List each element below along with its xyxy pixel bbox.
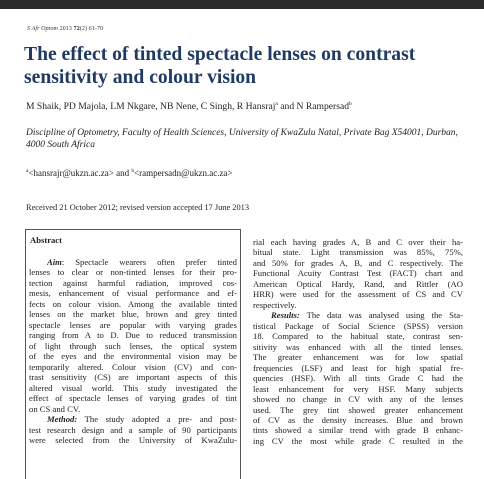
- emails-and: and: [113, 168, 132, 178]
- text-line: respectively.: [253, 299, 297, 310]
- text-line: spectacle lenses are popular with varying grades: [29, 319, 237, 330]
- text-line: rial each having grades A, B and C over their ha-: [253, 237, 463, 247]
- text-line: of CV as the density increases. Blue and brown: [253, 414, 463, 425]
- journal-pages: (2) 61-70: [79, 26, 104, 32]
- author-sup-b: b: [349, 101, 352, 107]
- text-line: used. The grey tint showed greater enhancement: [253, 404, 463, 415]
- text-line: effect of spectacle lenses of varying grades of tint: [29, 393, 237, 404]
- method-first-text: The study adopted a pre- and post-: [77, 414, 237, 425]
- text-line: on CS and CV.: [29, 403, 81, 414]
- text-line: ing CV the most while grade C resulted in the: [253, 435, 463, 446]
- affiliation: Discipline of Optometry, Faculty of Health Sciences, University of KwaZulu Natal, Private Bag X54001, Durban, 4000 South Africa: [26, 128, 458, 151]
- text-line: Functional Acuity Contrast Test (FACT) chart and: [253, 268, 463, 279]
- text-line: ranging from A to D. Due to reduced transmission: [29, 330, 237, 341]
- aim-first-line: [29, 257, 237, 267]
- aim-label: Aim: [47, 257, 62, 267]
- text-line: test research design and a sample of 90 participants: [29, 424, 237, 435]
- email-a-link[interactable]: <hansrajr@ukzn.ac.za>: [28, 168, 114, 178]
- text-line: tistical Package of Social Science (SPSS) version: [253, 320, 463, 331]
- method-first-line: [29, 414, 237, 424]
- text-line: trast sensitivity (CS) are important aspects of this: [29, 372, 237, 383]
- authors-and: and N Rampersad: [277, 101, 350, 112]
- journal-volume: 72: [73, 26, 80, 32]
- text-line: altered visual world. This study investigated the: [29, 382, 237, 393]
- text-line: fects on colour vision. Among the available tinted: [29, 298, 237, 309]
- text-line: mesis, enhancement of visual performance and ef-: [29, 288, 237, 299]
- results-first-text: The data was analysed using the Sta-: [299, 310, 463, 321]
- authors-main: M Shaik, PD Majola, LM Nkgare, NB Nene, C Singh, R Hansraj: [26, 101, 276, 112]
- journal-citation: [27, 26, 103, 32]
- text-line: tection against harmful radiation, improved cos-: [29, 277, 237, 288]
- text-line: HRR) were used for the assessment of CS and CV: [253, 289, 463, 300]
- author-list: [26, 101, 352, 112]
- text-line: and 50% for grades A, B, and C respectively. The: [253, 257, 463, 268]
- author-sup-a: a: [275, 101, 278, 107]
- top-border-bar: [0, 0, 484, 9]
- text-line: showed no change in CV with any of the lenses: [253, 394, 463, 405]
- journal-year: 2013: [59, 26, 73, 32]
- text-line: lenses on the market blue, brown and grey tinted: [29, 309, 237, 320]
- abstract-right-column: [253, 237, 463, 446]
- email-sup-a: a: [26, 168, 29, 174]
- abstract-heading: Abstract: [30, 235, 62, 245]
- text-line: tints showed a similar trend with grade B enhanc-: [253, 425, 463, 436]
- text-line: quencies (HSF). With all tints Grade C had the: [253, 373, 463, 384]
- method-label: Method:: [47, 414, 78, 425]
- text-line: were selected from the University of KwaZulu-: [29, 434, 237, 445]
- text-line: of light through such lenses, the optical system: [29, 340, 237, 351]
- email-sup-b: b: [131, 168, 135, 174]
- received-date: Received 21 October 2012; revised version accepted 17 June 2013: [26, 203, 250, 212]
- text-line: least enhancement for very HSF. Many subjects: [253, 383, 463, 394]
- email-b-link[interactable]: <rampersadn@ukzn.ac.za>: [134, 168, 233, 178]
- text-line: lenses to clear or non-tinted lenses for their pro-: [29, 267, 237, 278]
- text-line: of the eyes and the environmental vision may be: [29, 351, 237, 362]
- text-line: temporarily altered. Colour vision (CV) and con-: [29, 361, 237, 372]
- contact-emails: [26, 168, 233, 178]
- aim-first-text: : Spectacle wearers often prefer tinted: [61, 257, 237, 267]
- article-title: The effect of tinted spectacle lenses on contrast sensitivity and colour vision: [24, 44, 416, 88]
- text-line: The greater enhancement was for low spatial: [253, 352, 463, 363]
- results-first-line: [253, 310, 463, 320]
- text-line: bitual state. Light transmission was 85%, 75%,: [253, 247, 463, 258]
- text-line: sitivity was enhanced with all the tinted lenses.: [253, 341, 463, 352]
- results-label: Results:: [271, 310, 300, 321]
- text-line: American Optical Hardy, Rand, and Rittler (AO: [253, 278, 463, 289]
- abstract-left-column: [29, 257, 237, 445]
- text-line: 18. Compared to the habitual state, contrast sen-: [253, 331, 463, 342]
- journal-name: S Afr Optom: [27, 26, 58, 32]
- text-line: frequencies (LSF) and least for high spatial fre-: [253, 362, 463, 373]
